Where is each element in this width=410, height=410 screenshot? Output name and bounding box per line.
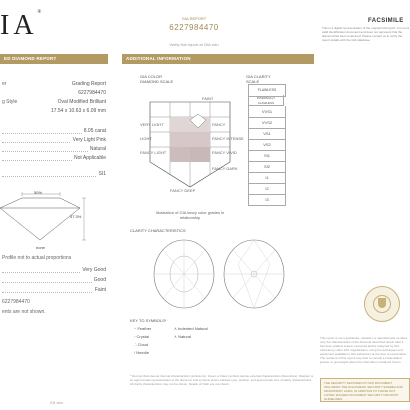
- table-percent: 50%: [34, 190, 43, 195]
- wedge-label: FANCY: [212, 122, 226, 127]
- right-text: This report is not a guarantee, valuation or appraisal and contains only the characteristics of the diamond described herein after it has been graded, tested, examined and/or analyzed by GIA Laboratory under 10X magnification, using the techniques and equipment available to GIA Laboratory at the time of examination. The recipient of this report may wish to consult a credentialed jeweler or gemologist about the information contained herein.: [320, 336, 408, 364]
- seal-shield-icon: [378, 298, 386, 308]
- culet-label: none: [36, 245, 45, 250]
- clarity-grade: I3: [248, 194, 286, 206]
- clarity-characteristics-title: CLARITY CHARACTERISTICS: [130, 228, 186, 233]
- finish-row: [2, 286, 106, 294]
- key-to-symbols-title: KEY TO SYMBOLS*: [130, 318, 167, 323]
- disclaimer: * Red symbols denote internal characteristics (inclusions). Green or black symbols denote external characteristics (blemishes). Diagram is an approximate representation of the diamond, and symbols shown indicate type, position, and approximate size of clarity characteristics. All clarity characteristics may not be shown. Details of finish are not shown.: [130, 374, 314, 386]
- crystal-icon: ◦: [134, 334, 136, 339]
- finish-row-value: Good: [93, 277, 106, 283]
- facsimile-text: This is a digital representation of the original GIA report. It is not a valid identification document and does not represent that the diamond has been examined. Please contact us to verify the report details with the GIA database.: [322, 26, 410, 42]
- report-row-value: 8.05 carat: [83, 128, 106, 134]
- clarity-grade: INTERNALLY FLAWLESS: [248, 95, 284, 106]
- indented-natural-icon: ∧: [174, 326, 177, 331]
- report-row-value: 17.54 x 10.63 x 6.09 mm: [50, 108, 106, 114]
- depth-percent: 57.3%: [70, 214, 82, 219]
- report-row-value: Grading Report: [71, 81, 106, 87]
- report-row-value: 6227984470: [78, 90, 106, 96]
- report-row: [2, 98, 106, 106]
- report-row: [2, 89, 106, 97]
- report-row: [2, 170, 106, 178]
- inscription: 6227984470: [2, 299, 30, 305]
- wedge-label: VERY LIGHT: [140, 122, 164, 127]
- proportions-diagram: [0, 188, 108, 258]
- wedge-label: FANCY LIGHT: [140, 150, 167, 155]
- clarity-grade: FLAWLESS: [248, 84, 286, 97]
- wedge-label: FANCY INTENSE: [212, 136, 244, 141]
- symbol-legend: [134, 326, 234, 358]
- report-details: [2, 80, 106, 180]
- symbol-item: [134, 326, 151, 331]
- report-number: 6227984470: [169, 23, 219, 32]
- gia-logo: IA®: [0, 10, 46, 41]
- wedge-label: FANCY DARK: [212, 166, 238, 171]
- symbol-item: [134, 350, 149, 355]
- natural-icon: ∧: [174, 334, 177, 339]
- clarity-grade: SI1: [248, 150, 286, 162]
- proportions-caption: Profile not to actual proportions: [2, 255, 72, 261]
- report-row: [2, 80, 106, 88]
- clarity-grade: VVS1: [248, 106, 286, 118]
- wedge-label: LIGHT: [140, 136, 152, 141]
- facsimile-title: FACSIMILE: [368, 18, 404, 24]
- wedge-label: FANCY DEEP: [170, 188, 196, 193]
- section-bar-additional-label: ADDITIONAL INFORMATION: [126, 56, 191, 61]
- seal: [364, 286, 400, 322]
- section-bar-report-label: ED DIAMOND REPORT: [4, 56, 57, 61]
- needle-icon: /: [134, 350, 136, 355]
- clarity-grade: I1: [248, 172, 286, 184]
- feather-icon: ~: [134, 326, 137, 331]
- report-row-value: Natural: [89, 146, 106, 152]
- report-row: [2, 127, 106, 135]
- report-row: [2, 136, 106, 144]
- clarity-scale: [248, 84, 284, 208]
- symbol-name: Cloud: [137, 342, 149, 347]
- report-label: GIA REPORT: [181, 16, 207, 21]
- clarity-grade: VS1: [248, 128, 286, 140]
- symbol-item: [174, 326, 208, 331]
- clarity-scale-title: GIA CLARITY SCALE: [246, 74, 271, 84]
- clarity-grade: SI2: [248, 161, 286, 173]
- clarity-grade: VS2: [248, 139, 286, 151]
- symbol-item: [134, 342, 148, 347]
- gia-logo-text: IA: [0, 10, 38, 41]
- color-scale-diagram: [140, 92, 244, 193]
- finish-details: [2, 266, 106, 296]
- report-row-label: er: [2, 81, 7, 87]
- report-row-value: Not Applicable: [74, 155, 106, 161]
- security-text: THE SECURITY FEATURES IN THIS DOCUMENT, INCLUDING THE HOLOGRAM, SECURITY SCREEN AND MICROPRINT LINES, IN ADDITION TO THOSE NOT LISTED, EXCEED DOCUMENT SECURITY INDUSTRY GUIDELINES.: [324, 381, 403, 401]
- report-row: [2, 145, 106, 153]
- symbol-name: Needle: [136, 350, 149, 355]
- symbol-item: [174, 334, 191, 339]
- report-row: [2, 107, 106, 115]
- symbol-name: Crystal: [136, 334, 149, 339]
- clarity-grade: I2: [248, 183, 286, 195]
- report-row-label: g Style: [2, 99, 18, 105]
- section-bar-additional: [122, 54, 314, 64]
- symbol-name: Natural: [178, 334, 191, 339]
- wedge-label: FAINT: [202, 96, 214, 101]
- finish-row-value: Very Good: [82, 267, 106, 273]
- wedge-label: FANCY VIVID: [212, 150, 237, 155]
- clarity-plot: [150, 238, 290, 310]
- finish-row: [2, 276, 106, 284]
- symbol-name: Feather: [137, 326, 152, 331]
- symbol-name: Indented Natural: [178, 326, 208, 331]
- footer-left: KB.abs: [50, 400, 63, 405]
- section-bar-report: [0, 54, 108, 64]
- color-scale-title: GIA COLOR DIAMOND SCALE: [140, 74, 174, 84]
- finish-row-value: Faint: [94, 287, 106, 293]
- report-row-value: Very Light Pink: [72, 137, 106, 143]
- color-scale-caption: Illustration of GIA fancy color grades in relationship: [155, 210, 225, 220]
- clarity-grade: VVS2: [248, 117, 286, 129]
- cloud-icon: ∴: [134, 342, 137, 347]
- security-box: [320, 378, 410, 402]
- report-row-value: SI1: [98, 171, 106, 177]
- comments: ents are not shown.: [2, 309, 46, 315]
- finish-row: [2, 266, 106, 274]
- symbol-item: [134, 334, 149, 339]
- report-row-value: Oval Modified Brilliant: [57, 99, 106, 105]
- report-row: [2, 154, 106, 162]
- verify-text[interactable]: Verify this report at GIA.edu: [169, 42, 219, 47]
